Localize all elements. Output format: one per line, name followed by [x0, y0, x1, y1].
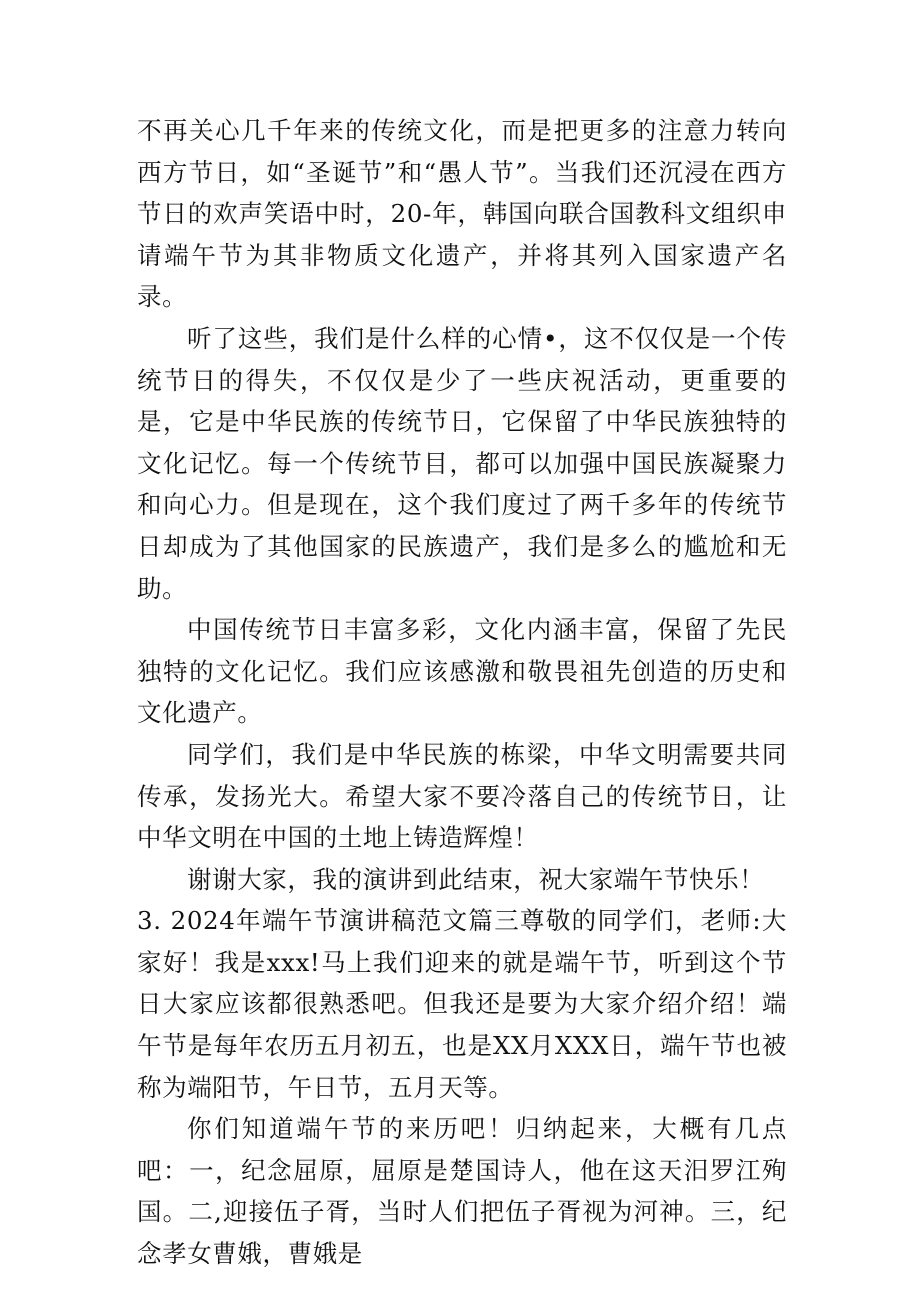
paragraph: 谢谢大家，我的演讲到此结束，祝大家端午节快乐！ — [187, 864, 765, 894]
paragraph: 中国传统节日丰富多彩，文化内涵丰富，保留了先民独特的文化记忆。我们应该感激和敬畏祖先创造的历史和文化遗产。 — [137, 615, 787, 728]
paragraph: 同学们，我们是中华民族的栋梁，中华文明需要共同传承，发扬光大。希望大家不要冷落自己的传统节日，让中华文明在中国的土地上铸造辉煌！ — [137, 739, 787, 853]
paragraph: 你们知道端午节的来历吧！归纳起来，大概有几点吧：一，纪念屈原，屈原是楚国诗人，他在这天汨罗江殉国。二,迎接伍子胥，当时人们把伍子胥视为河神。三，纪念孝女曹娥，曹娥是 — [137, 1114, 787, 1269]
body-text — [137, 110, 787, 1275]
section-heading-paragraph: 3. 2024年端午节演讲稿范文篇三尊敬的同学们，老师:大家好！我是xxx!马上我们迎来的就是端午节，听到这个节日大家应该都很熟悉吧。但我还是要为大家介绍介绍！端午节是每年农历五月初五，也是XX月XXX日，端午节也被称为端阳节，午日节，五月天等。 — [137, 906, 787, 1102]
paragraph: 不再关心几千年来的传统文化，而是把更多的注意力转向西方节日，如“圣诞节”和“愚人节”。当我们还沉浸在西方节日的欢声笑语中时，20-年，韩国向联合国教科文组织申请端午节为其非物质文化遗产，并将其列入国家遗产名录。 — [137, 116, 787, 312]
paragraph: 听了这些，我们是什么样的心情•，这不仅仅是一个传统节日的得失，不仅仅是少了一些庆祝活动，更重要的是，它是中华民族的传统节日，它保留了中华民族独特的文化记忆。每一个传统节目，都可以加强中国民族凝聚力和向心力。但是现在，这个我们度过了两千多年的传统节日却成为了其他国家的民族遗产，我们是多么的尴尬和无助。 — [137, 323, 787, 603]
